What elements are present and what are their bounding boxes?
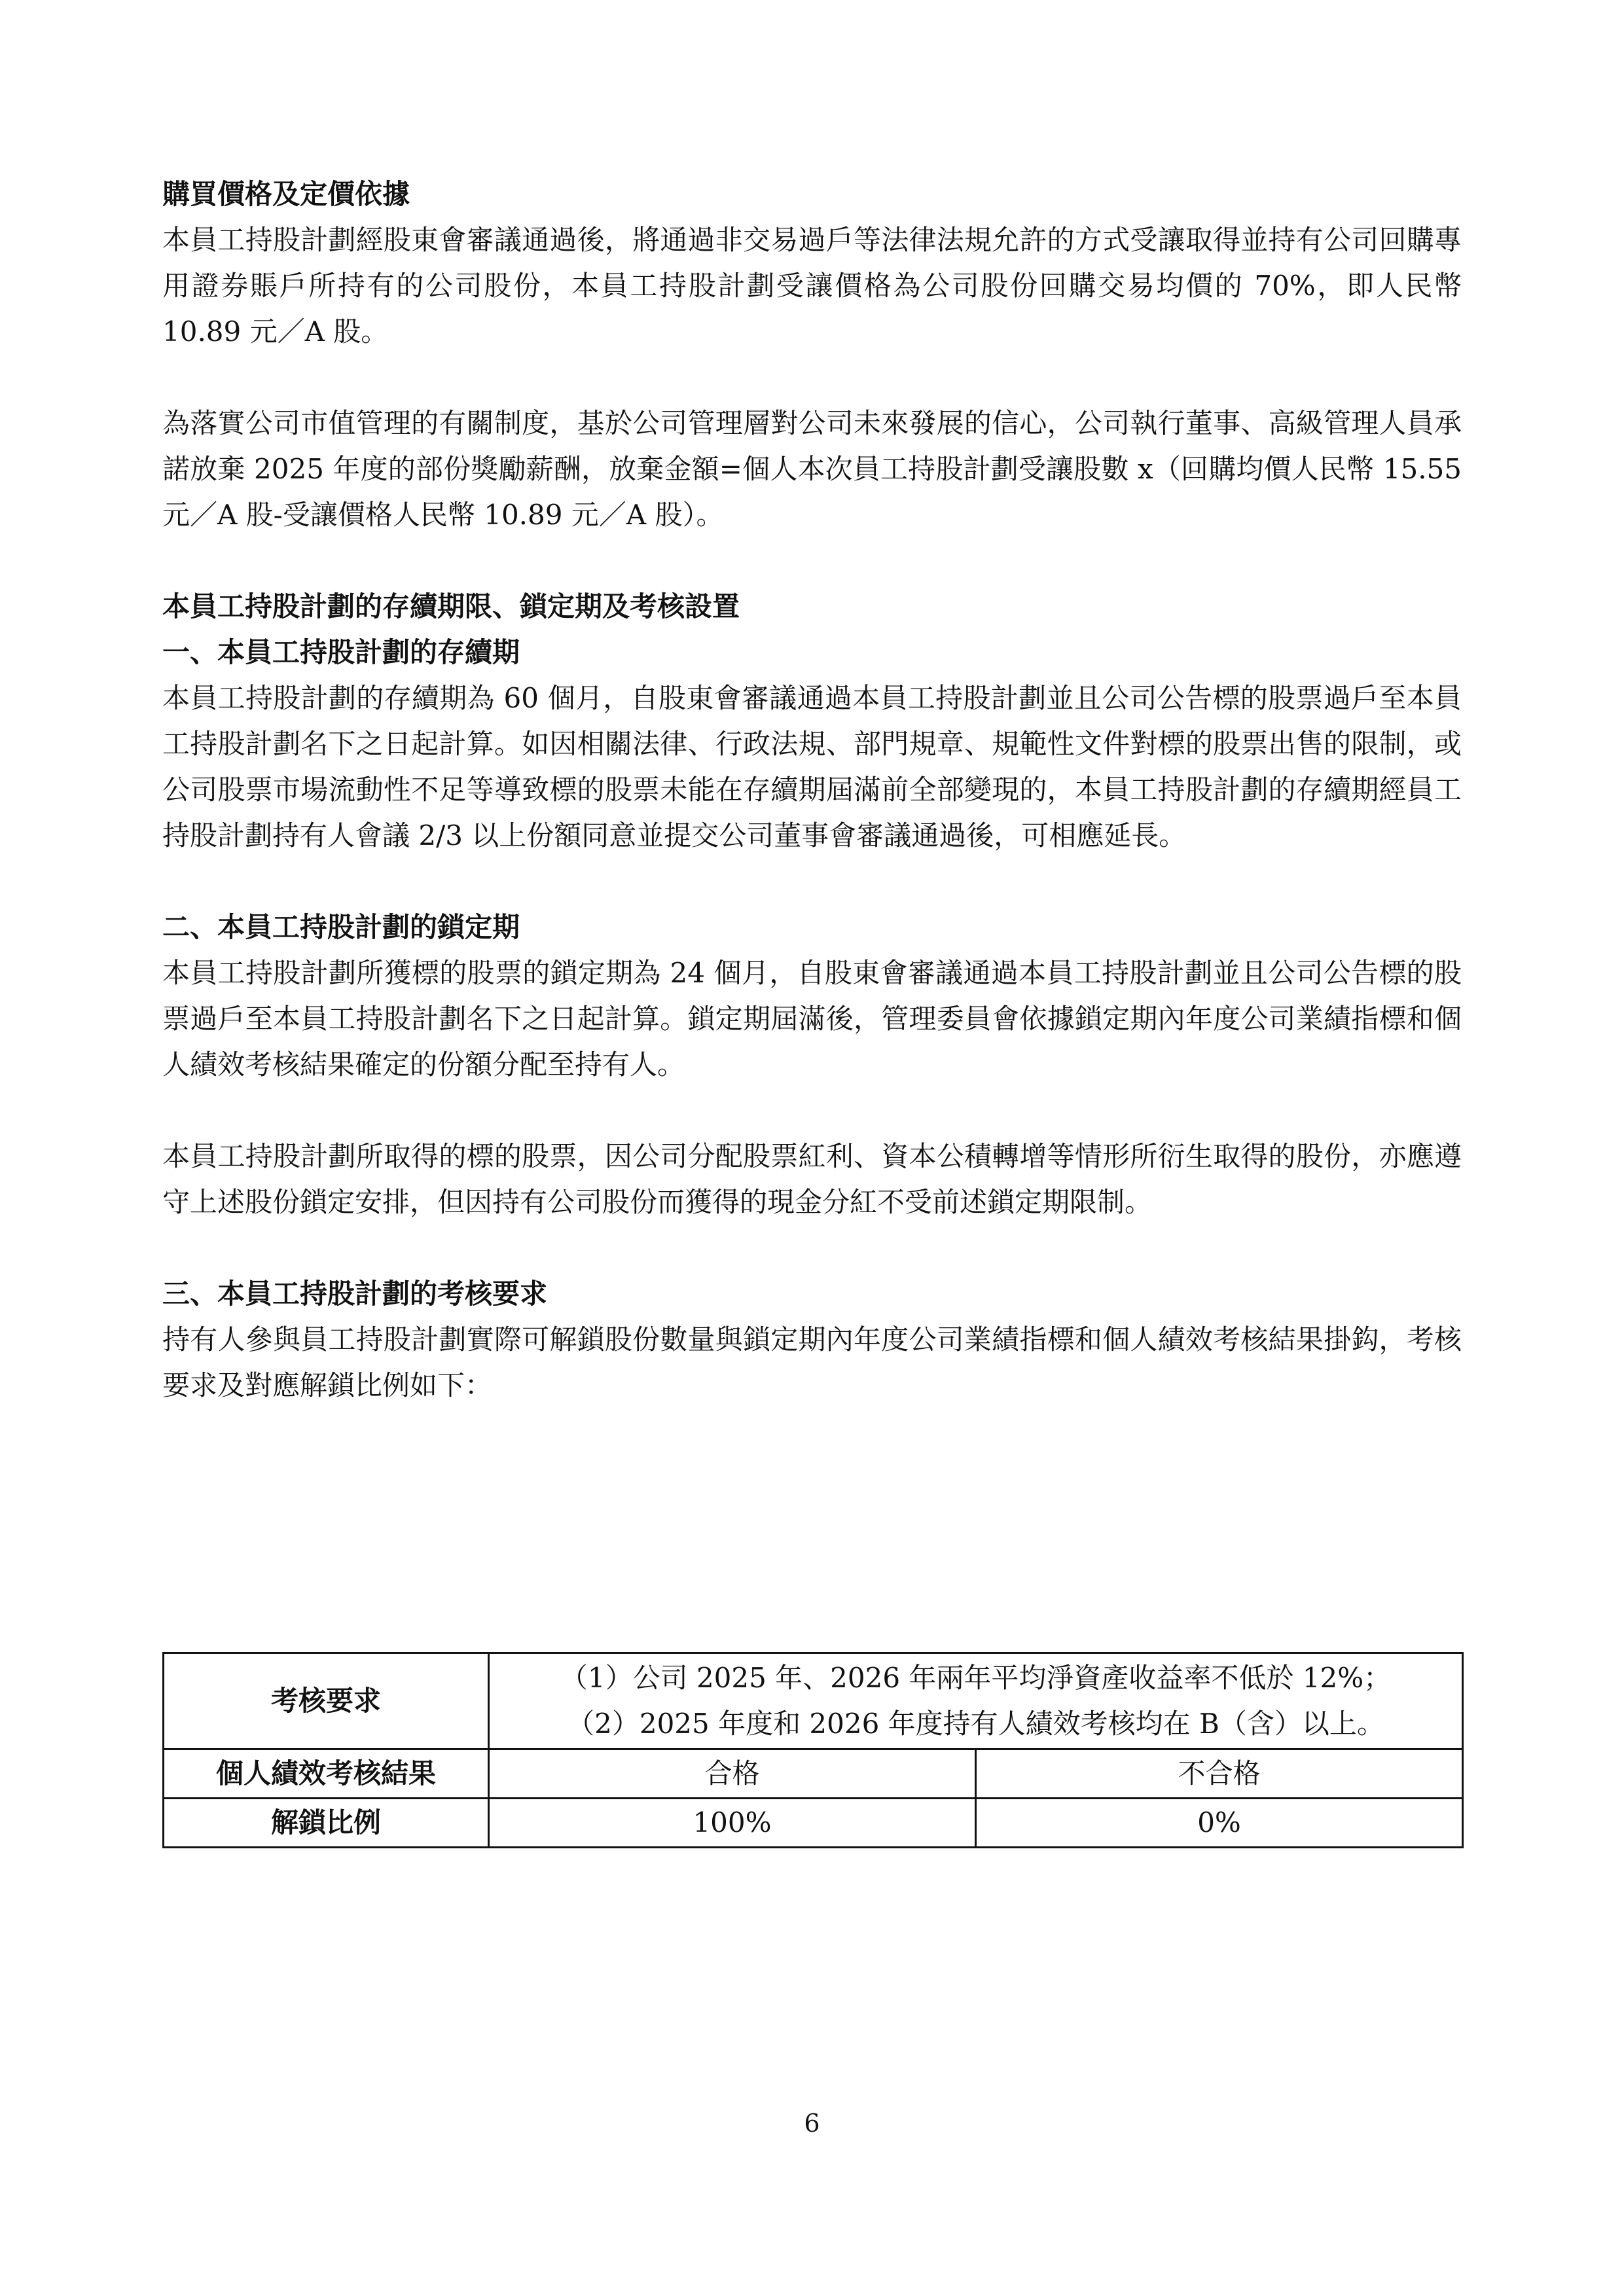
heading-assessment: 三、本員工持股計劃的考核要求 (162, 1278, 548, 1310)
heading-lock-period: 二、本員工持股計劃的鎖定期 (162, 911, 520, 943)
assessment-table (162, 1652, 1464, 1848)
spacer (162, 859, 1462, 905)
requirement-line-2: （2）2025 年度和 2026 年度持有人績效考核均在 B（含）以上。 (567, 1708, 1384, 1740)
paragraph-waiver: 為落實公司市值管理的有關制度，基於公司管理層對公司未來發展的信心，公司執行董事、高級管理人員承諾放棄 2025 年度的部份獎勵薪酬，放棄金額=個人本次員工持股計劃受讓股數 x（回購均價人民幣 15.55 元／A 股-受讓價格人民幣 10.89 元／A 股）。 (162, 407, 1462, 531)
spacer (162, 538, 1462, 584)
spacer (162, 355, 1462, 401)
ratio-pass-cell: 100% (489, 1799, 976, 1848)
result-label-cell: 個人績效考核結果 (164, 1749, 489, 1799)
heading-duration: 一、本員工持股計劃的存續期 (162, 636, 520, 668)
paragraph-derived-shares: 本員工持股計劃所取得的標的股票，因公司分配股票紅利、資本公積轉增等情形所衍生取得的股份，亦應遵守上述股份鎖定安排，但因持有公司股份而獲得的現金分紅不受前述鎖定期限制。 (162, 1140, 1462, 1218)
paragraph-duration: 本員工持股計劃的存續期為 60 個月，自股東會審議通過本員工持股計劃並且公司公告標的股票過戶至本員工持股計劃名下之日起計算。如因相關法律、行政法規、部門規章、規範性文件對標的股票出售的限制，或公司股票市場流動性不足等導致標的股票未能在存續期屆滿前全部變現的，本員工持股計劃的存續期經員工持股計劃持有人會議 2/3 以上份額同意並提交公司董事會審議通過後，可相應延長。 (162, 682, 1462, 852)
table-row-requirement (164, 1653, 1463, 1749)
heading-duration-lock-assessment: 本員工持股計劃的存續期限、鎖定期及考核設置 (162, 590, 740, 622)
table-row-ratio (164, 1799, 1463, 1848)
spacer (162, 1225, 1462, 1271)
result-pass-cell: 合格 (489, 1749, 976, 1799)
spacer (162, 1088, 1462, 1134)
result-fail-cell: 不合格 (976, 1749, 1463, 1799)
ratio-label-cell: 解鎖比例 (164, 1799, 489, 1848)
paragraph-purchase-price: 本員工持股計劃經股東會審議通過後，將通過非交易過戶等法律法規允許的方式受讓取得並持有公司回購專用證券賬戶所持有的公司股份，本員工持股計劃受讓價格為公司股份回購交易均價的 70%，即人民幣 10.89 元／A 股。 (162, 224, 1462, 348)
table-row-result (164, 1749, 1463, 1799)
requirement-label-cell: 考核要求 (164, 1653, 489, 1749)
requirement-content-cell (489, 1653, 1463, 1749)
heading-purchase-price: 購買價格及定價依據 (162, 178, 410, 210)
ratio-fail-cell: 0% (976, 1799, 1463, 1848)
paragraph-lock-period: 本員工持股計劃所獲標的股票的鎖定期為 24 個月，自股東會審議通過本員工持股計劃並且公司公告標的股票過戶至本員工持股計劃名下之日起計算。鎖定期屆滿後，管理委員會依據鎖定期內年度公司業績指標和個人績效考核結果確定的份額分配至持有人。 (162, 957, 1462, 1081)
document-body (162, 171, 1462, 1408)
paragraph-assessment: 持有人參與員工持股計劃實際可解鎖股份數量與鎖定期內年度公司業績指標和個人績效考核結果掛鈎，考核要求及對應解鎖比例如下： (162, 1323, 1462, 1401)
requirement-line-1: （1）公司 2025 年、2026 年兩年平均淨資產收益率不低於 12%； (560, 1662, 1392, 1694)
page-number: 6 (804, 2109, 820, 2138)
